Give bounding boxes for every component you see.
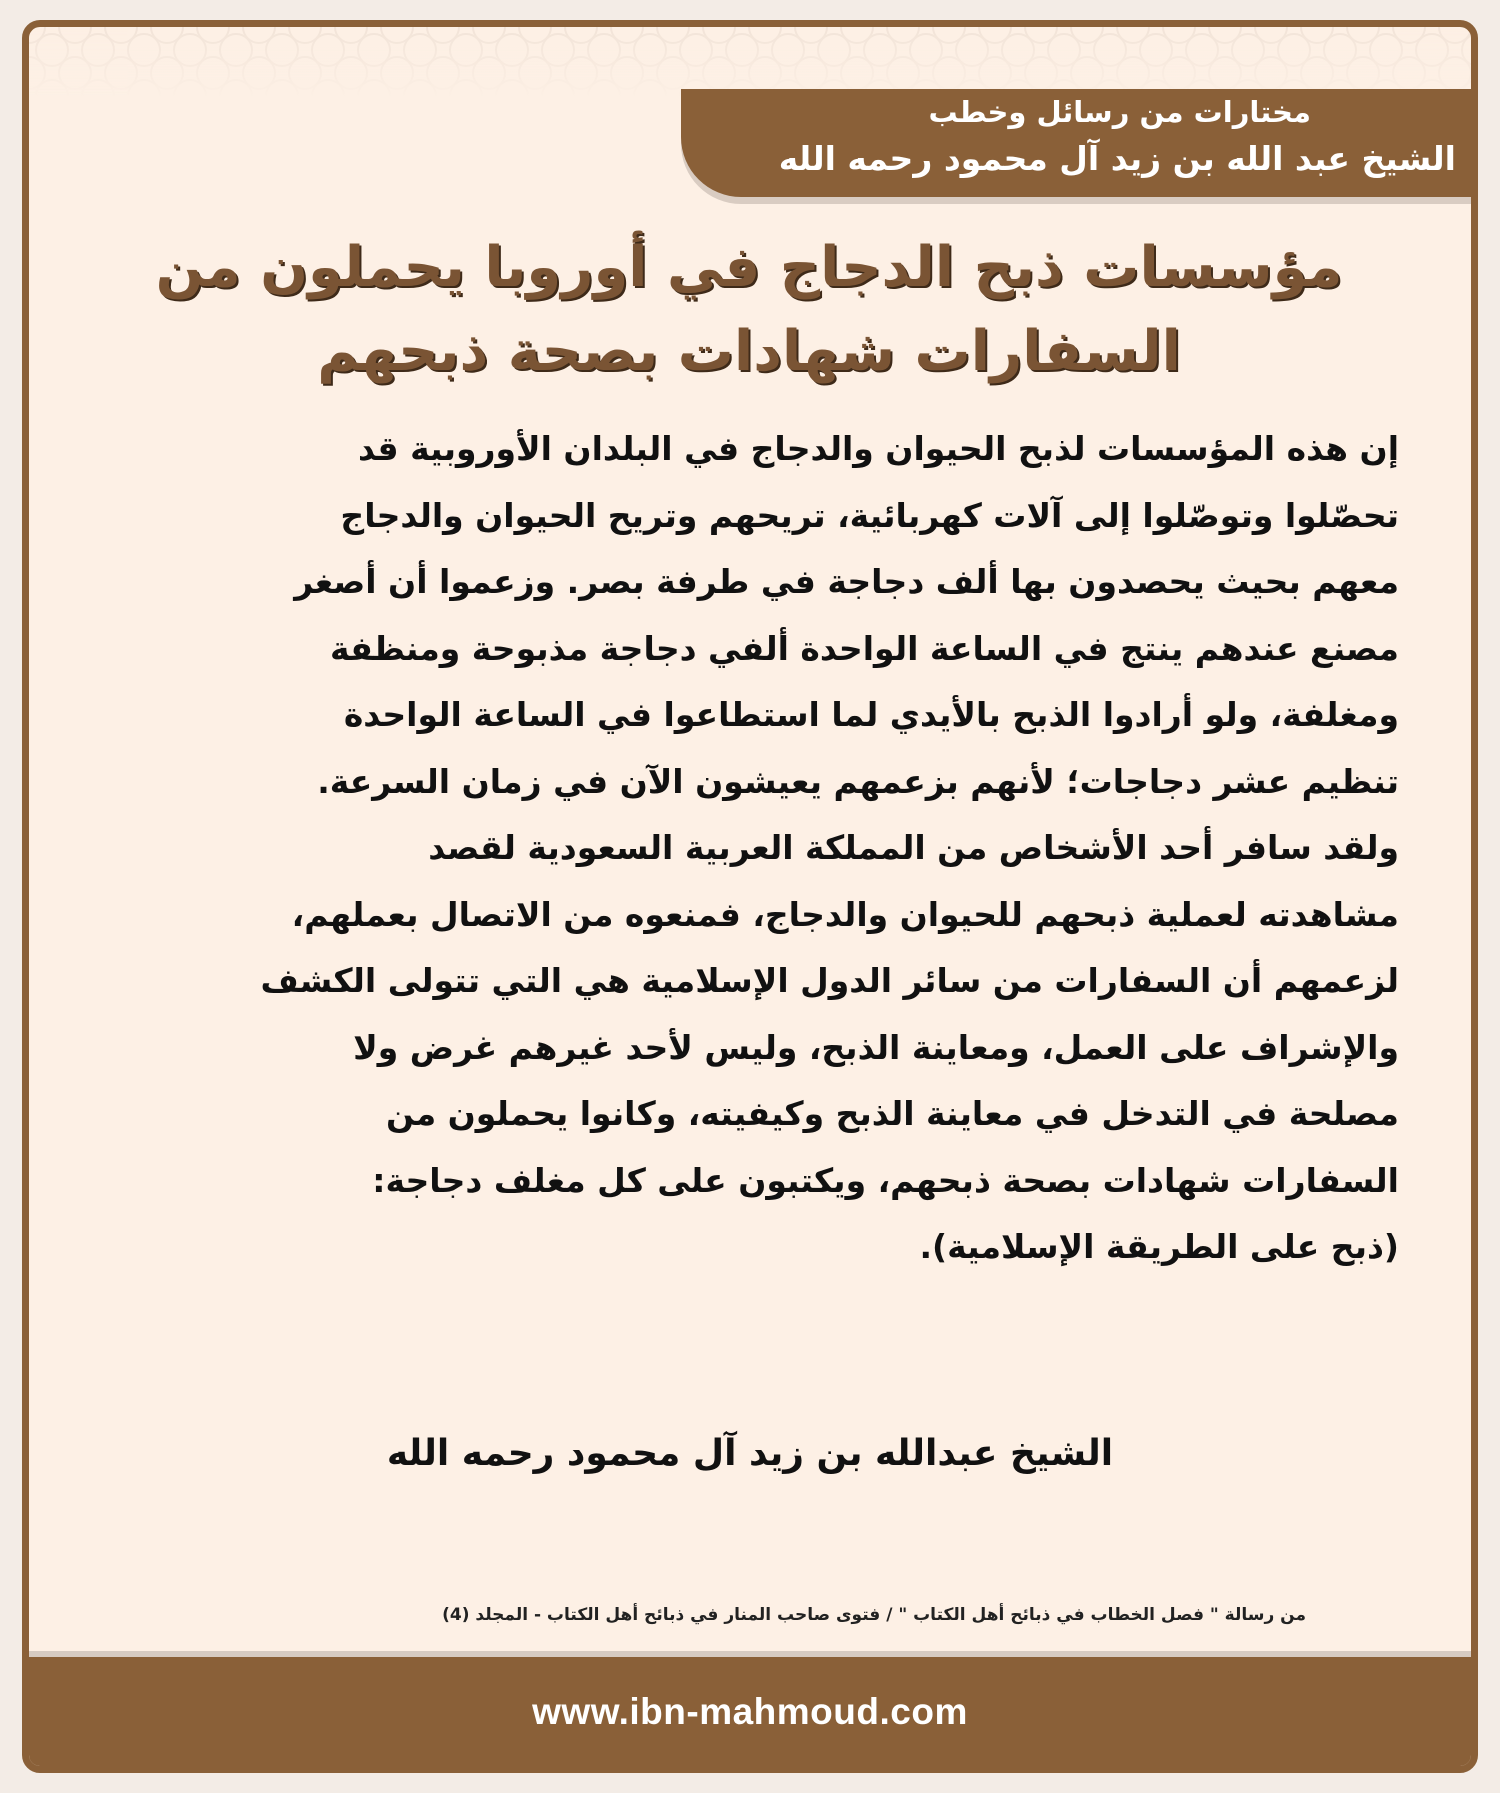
body-line: مشاهدته لعملية ذبحهم للحيوان والدجاج، فمنعوه من الاتصال بعملهم، [291,894,1399,934]
article-title-line-2: السفارات شهادات بصحة ذبحهم [317,319,1181,384]
body-line: والإشراف على العمل، ومعاينة الذبح، وليس لأحد غيرهم غرض ولا [353,1027,1399,1067]
body-line: مصلحة في التدخل في معاينة الذبح وكيفيته، وكانوا يحملون من [386,1094,1399,1133]
header-subtitle: مختارات من رسائل وخطب [928,95,1311,129]
body-line: (ذبح على الطريقة الإسلامية). [919,1227,1399,1266]
footer-bar [29,1657,1471,1773]
body-line: مصنع عندهم ينتج في الساعة الواحدة ألفي دجاجة مذبوحة ومنظفة [329,628,1399,668]
header-banner [681,89,1471,197]
website-url: www.ibn-mahmoud.com [532,1691,968,1732]
body-line: لزعمهم أن السفارات من سائر الدول الإسلامية هي التي تتولى الكشف [260,961,1399,1000]
article-card [22,20,1478,1773]
decorative-pattern [29,27,1471,97]
body-line: معهم بحيث يحصدون بها ألف دجاجة في طرفة بصر. وزعموا أن أصغر [294,562,1399,601]
body-line: السفارات شهادات بصحة ذبحهم، ويكتبون على كل مغلف دجاجة: [372,1160,1399,1200]
header-author: الشيخ عبد الله بن زيد آل محمود رحمه الله [778,139,1456,178]
article-body [109,416,1399,1281]
body-line: تحصّلوا وتوصّلوا إلى آلات كهربائية، تريحهم وتريح الحيوان والدجاج [340,495,1399,535]
source-citation: من رسالة " فصل الخطاب في ذبائح أهل الكتاب " / فتوى صاحب المنار في ذبائح أهل الكتاب - المجلد (4) [442,1605,1306,1625]
body-line: ومغلفة، ولو أرادوا الذبح بالأيدي لما استطاعوا في الساعة الواحدة [343,695,1399,734]
body-line: إن هذه المؤسسات لذبح الحيوان والدجاج في البلدان الأوروبية قد [357,429,1399,468]
article-title-line-1: مؤسسات ذبح الدجاج في أوروبا يحملون من [155,235,1343,300]
body-line: تنظيم عشر دجاجات؛ لأنهم بزعمهم يعيشون الآن في زمان السرعة. [317,761,1399,801]
author-signature: الشيخ عبدالله بن زيد آل محمود رحمه الله [386,1433,1114,1474]
body-line: ولقد سافر أحد الأشخاص من المملكة العربية السعودية لقصد [428,828,1399,867]
